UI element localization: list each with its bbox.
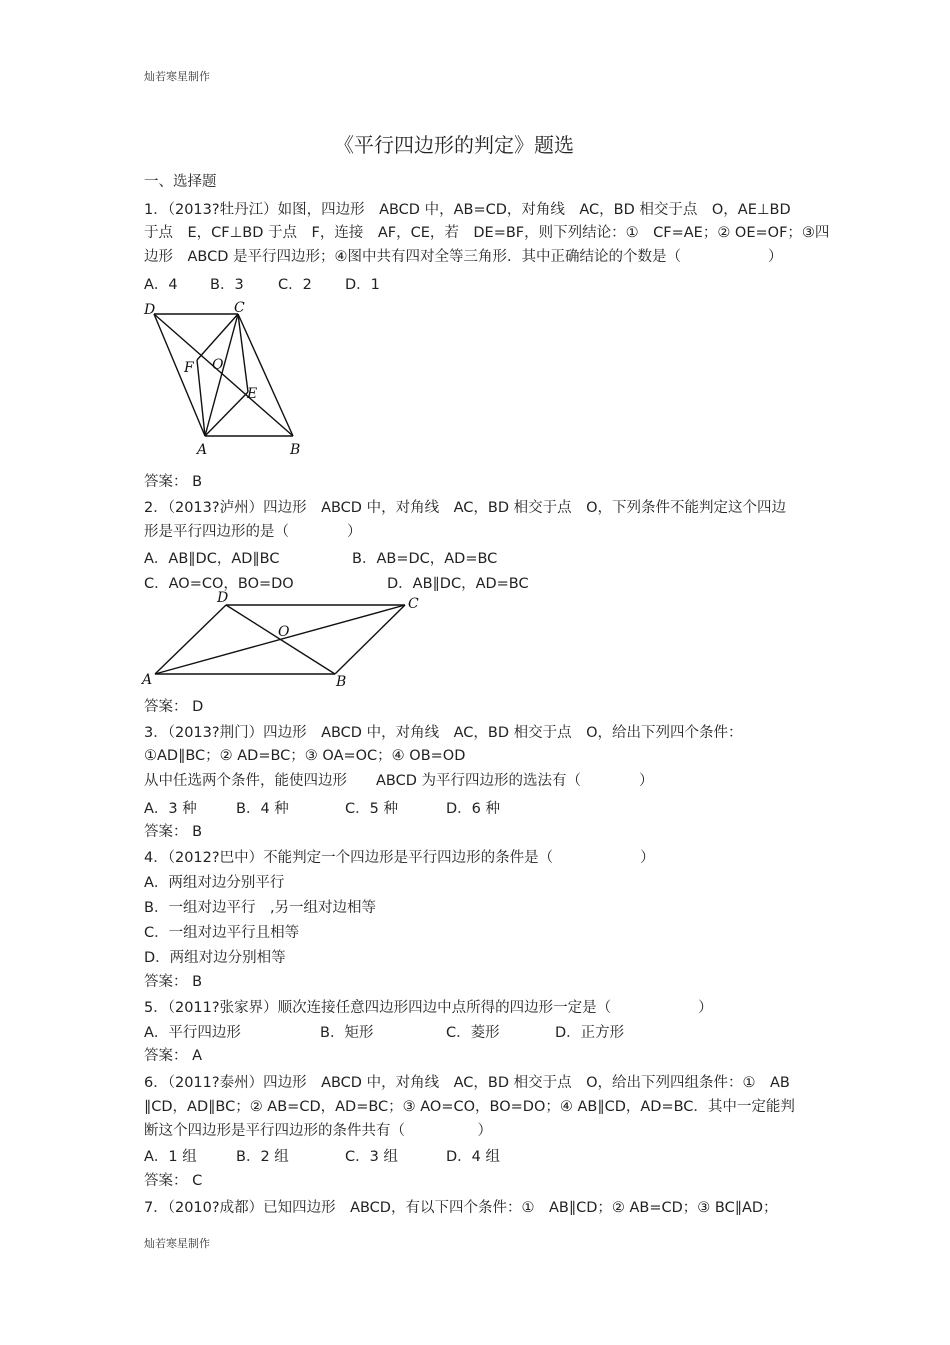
q1-option-b: B．3 [210,277,244,293]
q1-label-a: A [197,442,208,458]
q1-label-c: C [234,300,245,316]
q1-line-3: 边形 ABCD 是平行四边形；④图中共有四对全等三角形．其中正确结论的个数是（ ） [144,249,783,265]
q4-option-b: B．一组对边平行 ,另一组对边相等 [144,900,377,916]
q1-line-2: 于点 E，CF⊥BD 于点 F，连接 AF，CE，若 DE=BF，则下列结论：① CF=AE；② OE=OF；③四 [144,225,830,241]
q1-label-f: F [184,360,194,376]
q5-option-a: A．平行四边形 [144,1025,241,1041]
q4-option-d: D．两组对边分别相等 [144,950,286,966]
q6-line-1: 6．（2011?泰州）四边形 ABCD 中，对角线 AC，BD 相交于点 O，给出下列四组条件：① AB [144,1075,790,1091]
q6-option-c: C．3 组 [345,1149,398,1165]
q1-answer: 答案： B [144,474,203,490]
q3-line-3: 从中任选两个条件，能使四边形 ABCD 为平行四边形的选法有（ ） [144,773,654,789]
q6-line-2: ∥CD，AD∥BC；② AB=CD，AD=BC；③ AO=CO，BO=DO；④ AB∥CD，AD=BC．其中一定能判 [144,1099,795,1115]
q5-line-1: 5．（2011?张家界）顺次连接任意四边形四边中点所得的四边形一定是（ ） [144,1000,713,1016]
q1-option-a: A．4 [144,277,178,293]
q2-option-d: D．AB∥DC，AD=BC [387,576,529,592]
q4-option-c: C．一组对边平行且相等 [144,925,300,941]
q1-option-c: C．2 [278,277,312,293]
q2-figure [140,590,430,690]
q6-option-d: D．4 组 [446,1149,500,1165]
q3-option-c: C．5 种 [345,801,398,817]
q1-option-d: D．1 [345,277,380,293]
q3-line-1: 3．（2013?荆门）四边形 ABCD 中，对角线 AC，BD 相交于点 O，给出下列四个条件： [144,725,743,741]
q5-answer: 答案： A [144,1048,203,1064]
q2-label-b: B [336,674,347,690]
q1-label-e: E [247,386,258,402]
q2-label-c: C [408,596,419,612]
q4-answer: 答案： B [144,974,203,990]
q1-side-ad [154,314,205,436]
q6-line-3: 断这个四边形是平行四边形的条件共有（ ） [144,1123,492,1139]
q1-label-d: D [144,302,156,318]
q2-label-a: A [142,672,153,688]
q2-line-1: 2．（2013?泸州）四边形 ABCD 中，对角线 AC，BD 相交于点 O，下列条件不能判定这个四边 [144,500,787,516]
q4-option-a: A．两组对边分别平行 [144,875,285,891]
q7-line-1: 7．（2010?成都）已知四边形 ABCD，有以下四个条件：① AB∥CD；② AB=CD；③ BC∥AD； [144,1200,778,1216]
q1-label-o: O [212,357,224,373]
q6-option-b: B．2 组 [236,1149,289,1165]
q3-option-d: D．6 种 [446,801,500,817]
q1-label-b: B [290,442,301,458]
q2-option-a: A．AB∥DC，AD∥BC [144,551,280,567]
q5-option-c: C．菱形 [446,1025,500,1041]
q3-line-2: ①AD∥BC；② AD=BC；③ OA=OC；④ OB=OD [144,748,466,764]
q2-label-o: O [278,624,290,640]
q2-option-b: B．AB=DC，AD=BC [352,551,498,567]
q2-answer: 答案： D [144,699,204,715]
q5-option-b: B．矩形 [320,1025,374,1041]
q3-option-b: B．4 种 [236,801,289,817]
q3-answer: 答案： B [144,824,203,840]
q2-label-d: D [217,590,229,606]
q3-option-a: A．3 种 [144,801,197,817]
q6-option-a: A．1 组 [144,1149,197,1165]
q6-answer: 答案： C [144,1173,203,1189]
section-heading: 一、选择题 [144,174,217,190]
q2-option-c: C．AO=CO，BO=DO [144,576,294,592]
q4-line-1: 4．（2012?巴中）不能判定一个四边形是平行四边形的条件是（ ） [144,850,655,866]
page-header: 灿若寒星制作 [144,70,210,83]
q2-line-2: 形是平行四边形的是（ ） [144,524,362,540]
q1-line-1: 1．（2013?牡丹江）如图，四边形 ABCD 中，AB=CD，对角线 AC，BD 相交于点 O，AE⊥BD [144,202,791,218]
page-footer: 灿若寒星制作 [144,1237,210,1250]
q1-figure [140,298,320,458]
q5-option-d: D．正方形 [555,1025,625,1041]
q1-segment-af [197,360,205,436]
page-title: 《平行四边形的判定》题选 [334,133,574,157]
